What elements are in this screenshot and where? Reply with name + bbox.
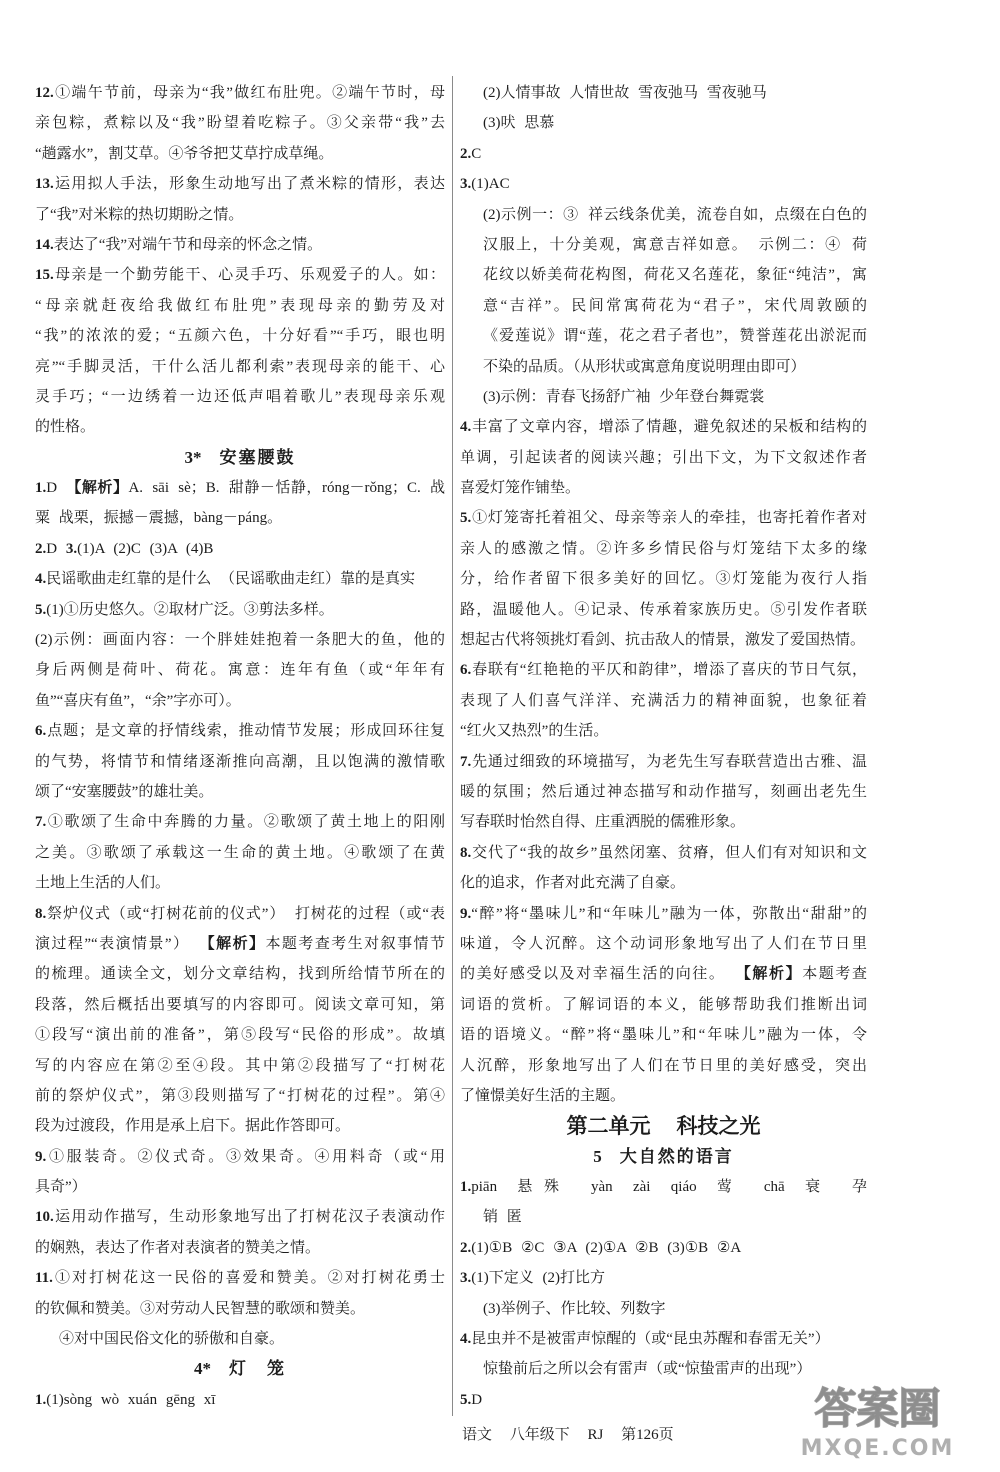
- answer-line: [460, 230, 867, 260]
- footer-page-number: 第126页: [621, 1427, 674, 1443]
- answer-text: 的性格。: [35, 419, 96, 436]
- question-number: 1.: [35, 1391, 47, 1408]
- answer-line: [460, 1172, 867, 1202]
- answer-line: [460, 534, 867, 564]
- answer-text: (3)举例子、作比较、列数字: [483, 1300, 666, 1317]
- answer-text: 粟 战栗，振撼－震撼，bàng－páng。: [35, 510, 283, 527]
- answer-text: 先通过细致的环境描写，为老先生写春联营造出古雅、温: [471, 753, 867, 770]
- question-number: 10.: [35, 1209, 54, 1226]
- answer-text: 味道，令人沉醉。这个动词形象地写出了人们在节日里: [460, 935, 867, 952]
- answer-text: 汉服上，十分美观，寓意吉祥如意。 示例二：④ 荷: [483, 236, 867, 253]
- answer-line: [35, 139, 445, 169]
- answer-text: (1)下定义 (2)打比方: [471, 1270, 605, 1287]
- answer-line: [35, 838, 445, 868]
- question-number: 1.: [460, 1179, 472, 1196]
- answer-text: 民谣歌曲走红靠的是什么 （民谣歌曲走红）靠的是真实: [46, 571, 416, 588]
- answer-line: [35, 1324, 445, 1354]
- answer-text: 单调，引起读者的阅读兴趣；引出下文，为下文叙述作者: [460, 449, 867, 466]
- answer-text: (3)示例：青春飞扬舒广袖 少年登台舞霓裳: [483, 388, 765, 405]
- answer-text: 的梳理。通读全文，划分文章结构，找到所给情节所在的: [35, 966, 445, 983]
- answer-text: 路，温暖他人。④记录、传承着家族历史。⑤引发作者联: [460, 601, 867, 618]
- answer-line: [35, 200, 445, 230]
- answer-line: [35, 321, 445, 351]
- answer-line: [460, 838, 867, 868]
- answer-text: ④对中国民俗文化的骄傲和自豪。: [59, 1331, 285, 1348]
- answer-text: 语的语境义。“醉”将“墨味儿”和“年味儿”融为一体，令: [460, 1027, 867, 1044]
- answer-line: [460, 291, 867, 321]
- answer-line: [460, 959, 867, 989]
- answer-text: (2)示例一：③ 祥云线条优美，流卷自如，点缀在白色的: [483, 206, 867, 223]
- footer-subject: 语文: [462, 1427, 493, 1443]
- answer-line: [35, 1020, 445, 1050]
- answer-line: [460, 1020, 867, 1050]
- question-number: 8.: [460, 844, 472, 861]
- answer-text: D: [46, 540, 66, 557]
- question-number: 3.: [65, 540, 78, 557]
- answer-line: [460, 990, 867, 1020]
- answer-line: [35, 686, 445, 716]
- answer-line: [460, 1081, 867, 1111]
- answer-text: 的美好感受以及对幸福生活的向往。: [460, 966, 736, 983]
- answer-text: 想起古代将领挑灯看剑、抗击敌人的情景，激发了爱国热情。: [460, 632, 866, 649]
- answer-text: 昆虫并不是被雷声惊醒的（或“昆虫苏醒和春雷无关”）: [471, 1331, 830, 1348]
- footer-grade: 八年级下: [509, 1427, 570, 1443]
- answer-line: [460, 443, 867, 473]
- answer-line: [460, 78, 867, 108]
- watermark-site: MXQE.COM: [800, 1436, 955, 1461]
- answer-text: 鱼”“喜庆有鱼”，“余”字亦可）。: [35, 692, 241, 709]
- analysis-tag: 【解析】: [735, 966, 803, 983]
- lesson-heading: [35, 1354, 445, 1384]
- answer-text: 人沉醉，形象地写出了人们在节日里的美好感受，突出: [460, 1057, 867, 1074]
- answer-text: piān 悬殊 yàn zài qiáo 莺 chā 衰 孕: [471, 1179, 867, 1196]
- answer-line: [35, 747, 445, 777]
- question-number: 13.: [35, 176, 54, 193]
- answer-line: [35, 1051, 445, 1081]
- answer-line: [35, 1385, 445, 1415]
- answer-line: [460, 1354, 867, 1384]
- question-number: 14.: [35, 236, 54, 253]
- answer-text: ①对打树花这一民俗的喜爱和赞美。②对打树花勇士: [52, 1270, 445, 1287]
- answer-text: 分，给作者留下很多美好的回忆。③灯笼能为夜行人指: [460, 571, 867, 588]
- question-number: 11.: [35, 1270, 53, 1287]
- answer-line: [35, 352, 445, 382]
- answer-text: (1)sòng wò xuán gēng xī: [46, 1391, 216, 1408]
- lesson-title: 安塞腰鼓: [219, 447, 296, 467]
- answer-line: [460, 1233, 867, 1263]
- question-number: 7.: [35, 814, 47, 831]
- answer-line: [460, 169, 867, 199]
- answer-text: ①歌颂了生命中奔腾的力量。②歌颂了黄土地上的阳刚: [46, 814, 445, 831]
- lesson-title: 灯 笼: [229, 1359, 286, 1379]
- question-number: 2.: [460, 145, 472, 162]
- question-number: 3.: [460, 1270, 472, 1287]
- lesson-heading: [35, 443, 445, 473]
- answer-line: [460, 777, 867, 807]
- answer-line: [460, 899, 867, 929]
- answer-line: [35, 169, 445, 199]
- left-column: [35, 78, 445, 1415]
- answer-line: [35, 564, 445, 594]
- answer-text: D: [471, 1391, 483, 1408]
- answer-text: 暖的氛围；然后通过神态描写和动作描写，刻画出老先生: [460, 783, 867, 800]
- lesson-heading: [460, 1142, 867, 1172]
- answer-text: (1)A (2)C (3)A (4)B: [77, 540, 214, 557]
- answer-text: 运用动作描写，生动形象地写出了打树花汉子表演动作: [53, 1209, 445, 1226]
- answer-line: [460, 747, 867, 777]
- answer-line: [460, 595, 867, 625]
- answer-text: 颂了“安塞腰鼓”的雄壮美。: [35, 783, 214, 800]
- answer-line: [460, 625, 867, 655]
- answer-line: [35, 716, 445, 746]
- question-number: 9.: [35, 1148, 47, 1165]
- answer-line: [460, 108, 867, 138]
- answer-line: [460, 807, 867, 837]
- answer-text: 不染的品质。（从形状或寓意角度说明理由即可）: [483, 358, 806, 375]
- answer-line: [35, 655, 445, 685]
- answer-line: [460, 1263, 867, 1293]
- question-number: 9.: [460, 905, 472, 922]
- answer-text: ①灯笼寄托着祖父、母亲等亲人的牵挂，也寄托着作者对: [471, 510, 867, 527]
- answer-text: 惊蛰前后之所以会有雷声（或“惊蛰雷声的出现”）: [483, 1361, 812, 1378]
- answer-line: [35, 78, 445, 108]
- answer-text: 演过程”“表演情景”）: [35, 935, 200, 952]
- answer-line: [460, 1051, 867, 1081]
- lesson-title: 大自然的语言: [619, 1146, 734, 1166]
- answer-line: [35, 1111, 445, 1141]
- answer-text: 词语的赏析。了解词语的本义，能够帮助我们推断出词: [460, 996, 867, 1013]
- answer-text: 表现了人们喜气洋洋、充满活力的精神面貌，也象征着: [460, 692, 867, 709]
- answer-line: [460, 473, 867, 503]
- answer-text: 祭炉仪式（或“打树花前的仪式”） 打树花的过程（或“表: [46, 905, 445, 922]
- answer-line: [35, 1081, 445, 1111]
- answer-text: 写的内容应在第②至④段。其中第②段描写了“打树花: [35, 1057, 445, 1074]
- answer-text: 化的追求，作者对此充满了自豪。: [460, 875, 686, 892]
- answer-line: [460, 1294, 867, 1324]
- answer-text: 具奇”）: [35, 1179, 87, 1196]
- answer-text: 亲包粽，煮粽以及“我”盼望着吃粽子。③父亲带“我”去: [35, 115, 445, 132]
- answer-text: 土地上生活的人们。: [35, 875, 171, 892]
- answer-text: ①段写“演出前的准备”，第⑤段写“民俗的形成”。故填: [35, 1027, 445, 1044]
- answer-text: “红火又热烈”的生活。: [460, 723, 609, 740]
- question-number: 1.: [35, 480, 47, 497]
- answer-text: 了“我”对米粽的热切期盼之情。: [35, 206, 244, 223]
- answer-text: 的气势，将情节和情绪逐渐推向高潮，且以饱满的激情歌: [35, 753, 445, 770]
- answer-line: [35, 595, 445, 625]
- question-number: 8.: [35, 905, 47, 922]
- question-number: 12.: [35, 85, 54, 101]
- answer-text: 的钦佩和赞美。③对劳动人民智慧的歌颂和赞美。: [35, 1300, 366, 1317]
- answer-line: [35, 503, 445, 533]
- answer-text: 亮”“手脚灵活，干什么活儿都利索”表现母亲的能干、心: [35, 358, 445, 375]
- answer-text: (2)人情事故 人情世故 雪夜弛马 雪夜驰马: [483, 85, 767, 101]
- answer-line: [35, 260, 445, 290]
- answer-text: D: [46, 480, 67, 497]
- answer-text: 点题；是文章的抒情线索，推动情节发展；形成回环往复: [46, 723, 445, 740]
- answer-text: ①端午节前，母亲为“我”做红布肚兜。②端午节时，母: [53, 85, 445, 101]
- answer-text: (1)AC: [471, 176, 510, 193]
- answer-text: 写春联时怡然自得、庄重洒脱的儒雅形象。: [460, 814, 746, 831]
- answer-line: [460, 1324, 867, 1354]
- answer-line: [35, 929, 445, 959]
- unit-title: 科技之光: [676, 1114, 761, 1139]
- answer-text: 身后两侧是荷叶、荷花。寓意：连年有鱼（或“年年有: [35, 662, 445, 679]
- analysis-tag: 【解析】: [199, 935, 266, 952]
- answer-text: 段为过渡段，作用是承上启下。据此作答即可。: [35, 1118, 351, 1135]
- answer-line: [35, 959, 445, 989]
- answer-line: [460, 655, 867, 685]
- answer-line: [35, 1233, 445, 1263]
- unit-heading: [460, 1111, 867, 1141]
- answer-text: A. sāi sè；B. 甜静－恬静，róng－rǒng；C. 战: [128, 480, 445, 497]
- answer-line: [460, 1202, 867, 1232]
- question-number: 5.: [460, 510, 472, 527]
- answer-line: [35, 534, 445, 564]
- question-number: 3.: [460, 176, 472, 193]
- right-column: [460, 78, 867, 1415]
- answer-text: 之美。③歌颂了承载这一生命的黄土地。④歌颂了在黄: [35, 844, 445, 861]
- answer-line: [35, 625, 445, 655]
- answer-line: [460, 412, 867, 442]
- answer-text: 运用拟人手法，形象生动地写出了煮米粽的情形，表达: [53, 176, 445, 193]
- footer-edition: RJ: [587, 1427, 604, 1443]
- answer-text: 灵手巧；“一边绣着一边还低声唱着歌儿”表现母亲乐观: [35, 388, 445, 405]
- answer-line: [35, 473, 445, 503]
- answer-text: 销 匿: [483, 1209, 522, 1226]
- answer-line: [35, 1202, 445, 1232]
- unit-label: 第二单元: [566, 1114, 651, 1139]
- column-divider: [452, 76, 453, 1416]
- question-number: 4.: [35, 571, 47, 588]
- answer-line: [35, 807, 445, 837]
- answer-line: [460, 382, 867, 412]
- answer-text: 前的祭炉仪式”，第③段则描写了“打树花的过程”。第④: [35, 1087, 445, 1104]
- answer-line: [35, 777, 445, 807]
- answer-line: [35, 1263, 445, 1293]
- answer-line: [460, 139, 867, 169]
- answer-line: [35, 230, 445, 260]
- question-number: 6.: [460, 662, 472, 679]
- answer-text: 花纹以娇美荷花构图，荷花又名莲花，象征“纯洁”，寓: [483, 267, 867, 284]
- lesson-number: 3*: [184, 447, 202, 467]
- answer-line: [35, 382, 445, 412]
- page-footer: [462, 1422, 688, 1448]
- answer-line: [35, 1172, 445, 1202]
- answer-text: 本题考查考生对叙事情节: [265, 935, 445, 952]
- answer-line: [460, 321, 867, 351]
- answer-line: [460, 868, 867, 898]
- question-number: 15.: [35, 267, 54, 284]
- answer-text: (1)①历史悠久。②取材广泛。③剪法多样。: [46, 601, 334, 618]
- watermark-brand: 答案圈: [814, 1387, 941, 1433]
- lesson-number: 5: [593, 1146, 602, 1166]
- answer-line: [460, 716, 867, 746]
- answer-text: 表达了“我”对端午节和母亲的怀念之情。: [53, 236, 323, 253]
- answer-line: [460, 564, 867, 594]
- answer-line: [460, 686, 867, 716]
- answer-line: [460, 352, 867, 382]
- answer-text: “我”的浓浓的爱；“五颜六色，十分好看”“手巧，眼也明: [35, 328, 445, 345]
- question-number: 5.: [35, 601, 47, 618]
- answer-line: [460, 503, 867, 533]
- answer-line: [35, 899, 445, 929]
- question-number: 7.: [460, 753, 472, 770]
- lesson-number: 4*: [194, 1359, 211, 1379]
- answer-line: [35, 412, 445, 442]
- answer-text: 段落，然后概括出要填写的内容即可。阅读文章可知，第: [35, 996, 445, 1013]
- answer-text: 喜爱灯笼作铺垫。: [460, 480, 581, 497]
- answer-line: [35, 108, 445, 138]
- question-number: 6.: [35, 723, 47, 740]
- question-number: 2.: [35, 540, 47, 557]
- answer-text: 《爱莲说》谓“莲，花之君子者也”，赞誉莲花出淤泥而: [483, 328, 867, 345]
- answer-text: ①服装奇。②仪式奇。③效果奇。④用料奇（或“用: [46, 1148, 445, 1165]
- answer-text: 了憧憬美好生活的主题。: [460, 1087, 626, 1104]
- answer-text: “趟露水”，割艾草。④爷爷把艾草拧成草绳。: [35, 145, 334, 162]
- analysis-tag: 【解析】: [66, 480, 129, 497]
- answer-text: (3)吠 思慕: [483, 115, 555, 132]
- answer-line: [460, 260, 867, 290]
- answer-text: 母亲是一个勤劳能干、心灵手巧、乐观爱子的人。如：: [53, 267, 445, 284]
- answer-text: 亲人的感激之情。②许多乡情民俗与灯笼结下太多的缘: [460, 540, 867, 557]
- answer-line: [35, 990, 445, 1020]
- answer-text: 的娴熟，表达了作者对表演者的赞美之情。: [35, 1239, 321, 1256]
- question-number: 5.: [460, 1391, 472, 1408]
- answer-text: 意“吉祥”。民间常寓荷花为“君子”，宋代周敦颐的: [483, 297, 867, 314]
- answer-line: [35, 1294, 445, 1324]
- answer-text: (1)①B ②C ③A (2)①A ②B (3)①B ②A: [471, 1239, 742, 1256]
- answer-line: [460, 1385, 867, 1415]
- question-number: 2.: [460, 1239, 472, 1256]
- answer-line: [35, 868, 445, 898]
- answer-text: 交代了“我的故乡”虽然闭塞、贫瘠，但人们有对知识和文: [471, 844, 867, 861]
- answer-text: 本题考查: [802, 966, 867, 983]
- answer-text: 春联有“红艳艳的平仄和韵律”，增添了喜庆的节日气氛，: [471, 662, 867, 679]
- answer-line: [460, 929, 867, 959]
- answer-text: 丰富了文章内容，增添了情趣，避免叙述的呆板和结构的: [471, 419, 867, 436]
- answer-text: (2)示例：画面内容：一个胖娃娃抱着一条肥大的鱼，他的: [35, 632, 445, 649]
- answer-text: “母亲就赶夜给我做红布肚兜”表现母亲的勤劳及对: [35, 297, 445, 314]
- question-number: 4.: [460, 419, 472, 436]
- answer-line: [35, 1142, 445, 1172]
- answer-line: [35, 291, 445, 321]
- answer-text: “醉”将“墨味儿”和“年味儿”融为一体，弥散出“甜甜”的: [471, 905, 867, 922]
- answer-line: [460, 200, 867, 230]
- question-number: 4.: [460, 1331, 472, 1348]
- answer-text: C: [471, 145, 482, 162]
